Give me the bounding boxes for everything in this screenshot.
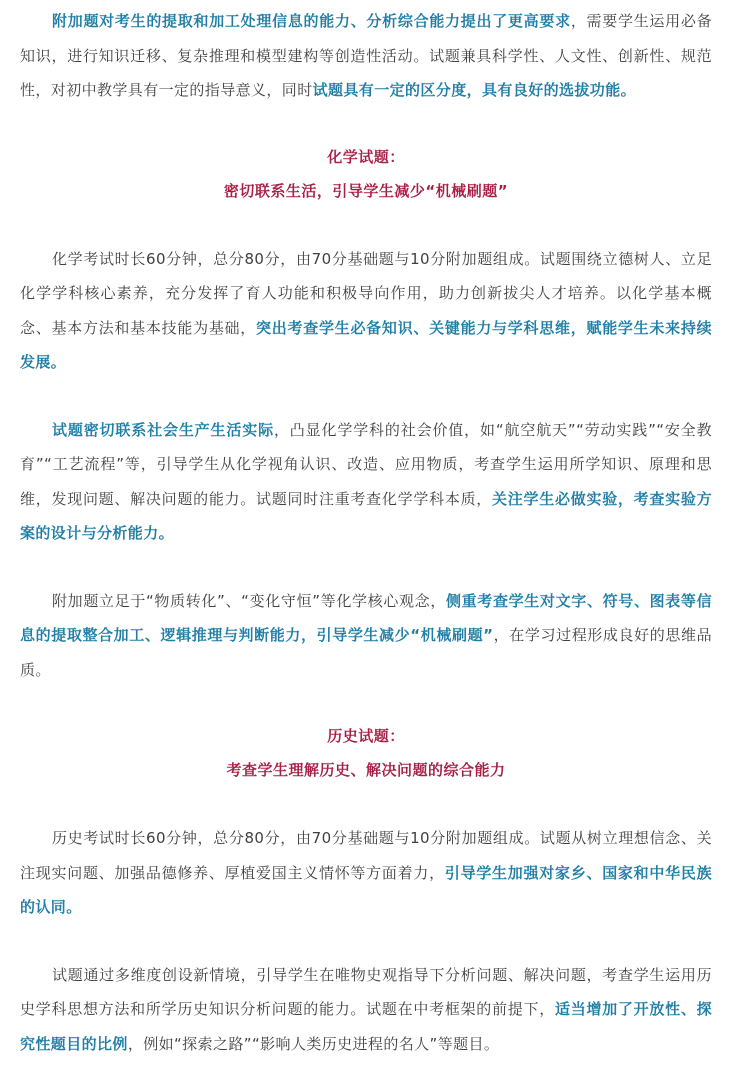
- chemistry-paragraph-3: [20, 584, 712, 688]
- chemistry-heading: [20, 140, 712, 208]
- chemistry-p2-text: ，凸显化学学科的社会价值，如“航空航天”“劳动实践”“安全教育”“工艺流程”等，引导学生从化学视角认识、改造、应用物质，考查学生运用所学知识、原理和思维，发现问题、解决问题的能力。试题同时注重考查化学学科本质，: [20, 420, 712, 508]
- history-p1-highlight: 引导学生加强对家乡、国家和中华民族的认同。: [20, 863, 712, 916]
- chemistry-p1-text: 化学考试时长60分钟，总分80分，由70分基础题与10分附加题组成。试题围绕立德树人、立足化学学科核心素养，充分发挥了育人功能和积极导向作用，助力创新拔尖人才培养。以化学基本概念、基本方法和基本技能为基础，: [20, 249, 712, 337]
- history-heading: [20, 719, 712, 787]
- history-p2-highlight: 适当增加了开放性、探究性题目的比例: [20, 1000, 712, 1053]
- chemistry-heading-title: 化学试题：: [327, 147, 405, 166]
- intro-text-1: ，需要学生运用必备知识，进行知识迁移、复杂推理和模型建构等创造性活动。试题兼具科学性、人文性、创新性、规范性，对初中教学具有一定的指导意义，同时: [20, 12, 712, 99]
- intro-highlight-2: 试题具有一定的区分度，具有良好的选拔功能。: [312, 81, 637, 99]
- intro-paragraph: [20, 4, 712, 108]
- history-paragraph-2: [20, 958, 712, 1062]
- chemistry-p2-highlight-2: 关注学生必做实验，考查实验方案的设计与分析能力。: [20, 489, 712, 542]
- chemistry-paragraph-2: [20, 413, 712, 551]
- chemistry-p3-text-2: ，在学习过程形成良好的思维品质。: [20, 626, 712, 679]
- chemistry-heading-subtitle: 密切联系生活，引导学生减少“机械刷题”: [223, 181, 509, 200]
- chemistry-p1-highlight: 突出考查学生必备知识、关键能力与学科思维，赋能学生未来持续发展。: [20, 318, 712, 371]
- intro-highlight-1: 附加题对考生的提取和加工处理信息的能力、分析综合能力提出了更高要求: [52, 12, 571, 30]
- history-p1-text: 历史考试时长60分钟，总分80分，由70分基础题与10分附加题组成。试题从树立理想信念、关注现实问题、加强品德修养、厚植爱国主义情怀等方面着力，: [20, 829, 712, 882]
- history-paragraph-1: [20, 821, 712, 925]
- chemistry-p2-highlight-1: 试题密切联系社会生产生活实际: [52, 420, 274, 439]
- chemistry-p3-highlight: 侧重考查学生对文字、符号、图表等信息的提取整合加工、逻辑推理与判断能力，引导学生减少“机械刷题”: [20, 591, 712, 644]
- history-p2-text-1: 试题通过多维度创设新情境，引导学生在唯物史观指导下分析问题、解决问题，考查学生运用历史学科思想方法和所学历史知识分析问题的能力。试题在中考框架的前提下，: [20, 965, 712, 1018]
- chemistry-paragraph-1: [20, 242, 712, 380]
- chemistry-p3-text-1: 附加题立足于“物质转化”、“变化守恒”等化学核心观念，: [52, 591, 446, 610]
- history-p2-text-2: ，例如“探索之路”“影响人类历史进程的名人”等题目。: [127, 1034, 500, 1053]
- history-heading-title: 历史试题：: [327, 727, 405, 745]
- history-heading-subtitle: 考查学生理解历史、解决问题的综合能力: [226, 761, 506, 779]
